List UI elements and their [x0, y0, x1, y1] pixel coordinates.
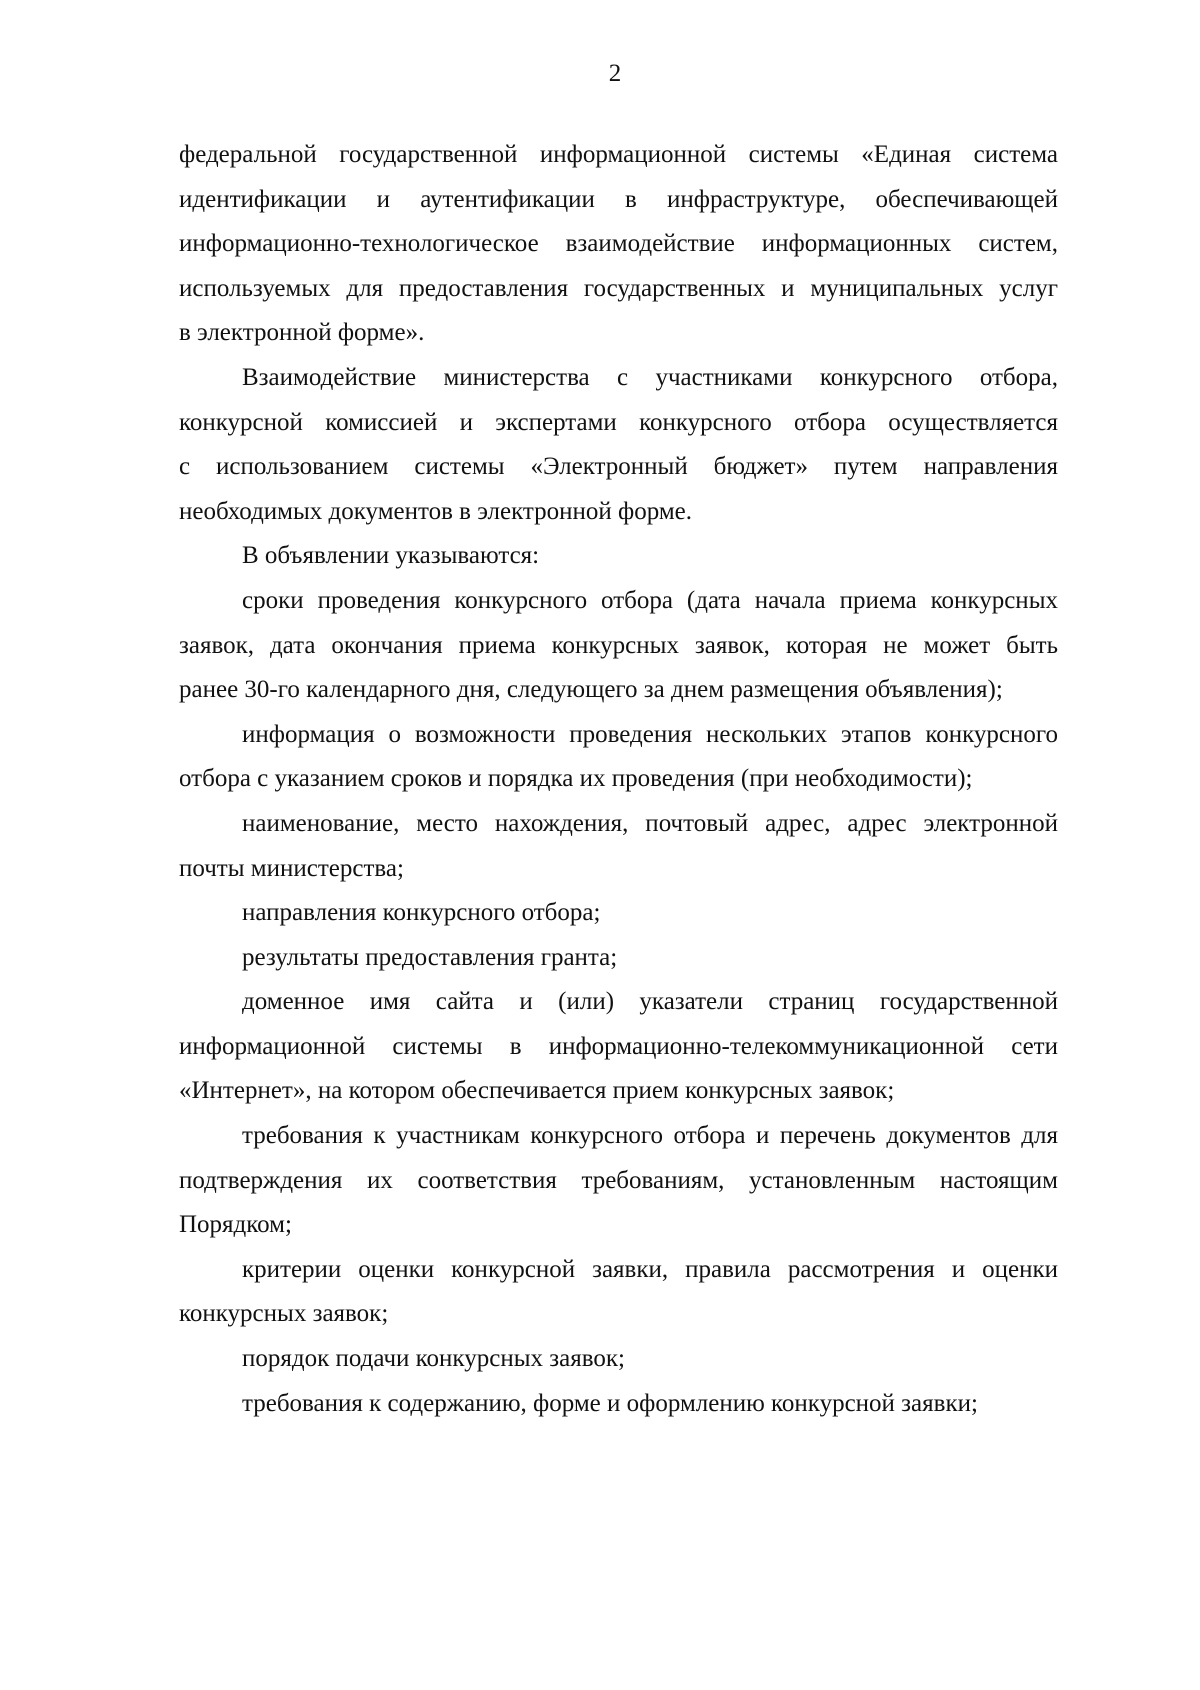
text-line: ранее 30-го календарного дня, следующего за днем размещения объявления); [179, 676, 1003, 704]
text-line: отбора с указанием сроков и порядка их проведения (при необходимости); [179, 765, 973, 793]
page-number: 2 [608, 60, 622, 87]
text-line: подтверждения их соответствия требованиям, установленным настоящим [179, 1166, 1058, 1194]
text-line: Порядком; [179, 1211, 292, 1239]
text-line: информация о возможности проведения нескольких этапов конкурсного [242, 720, 1058, 748]
text-line: заявок, дата окончания приема конкурсных заявок, которая не может быть [179, 631, 1058, 659]
text-line: информационно-технологическое взаимодействие информационных систем, [179, 230, 1058, 258]
text-line: почты министерства; [179, 854, 404, 882]
text-line: конкурсных заявок; [179, 1300, 389, 1328]
text-line: конкурсной комиссией и экспертами конкурсного отбора осуществляется [179, 408, 1058, 436]
text-line: наименование, место нахождения, почтовый адрес, адрес электронной [242, 809, 1058, 837]
text-line: критерии оценки конкурсной заявки, правила рассмотрения и оценки [242, 1255, 1058, 1283]
text-line: В объявлении указываются: [242, 542, 540, 570]
text-line: Взаимодействие министерства с участниками конкурсного отбора, [242, 363, 1058, 391]
document-body [179, 133, 1058, 1426]
text-line: результаты предоставления гранта; [242, 943, 618, 971]
text-line: в электронной форме». [179, 319, 425, 347]
text-line: идентификации и аутентификации в инфраструктуре, обеспечивающей [179, 185, 1058, 213]
text-line: «Интернет», на котором обеспечивается прием конкурсных заявок; [179, 1077, 895, 1105]
text-line: федеральной государственной информационной системы «Единая система [179, 141, 1058, 168]
text-line: требования к участникам конкурсного отбора и перечень документов для [242, 1122, 1058, 1150]
text-line: информационной системы в информационно-телекоммуникационной сети [179, 1032, 1058, 1060]
text-line: направления конкурсного отбора; [242, 899, 601, 927]
text-line: необходимых документов в электронной форме. [179, 497, 692, 525]
text-line: с использованием системы «Электронный бюджет» путем направления [179, 453, 1058, 481]
text-line: используемых для предоставления государственных и муниципальных услуг [179, 274, 1058, 302]
text-line: порядок подачи конкурсных заявок; [242, 1345, 625, 1373]
text-line: доменное имя сайта и (или) указатели страниц государственной [242, 988, 1058, 1016]
text-line: сроки проведения конкурсного отбора (дата начала приема конкурсных [242, 586, 1058, 614]
text-line: требования к содержанию, форме и оформлению конкурсной заявки; [242, 1389, 978, 1417]
